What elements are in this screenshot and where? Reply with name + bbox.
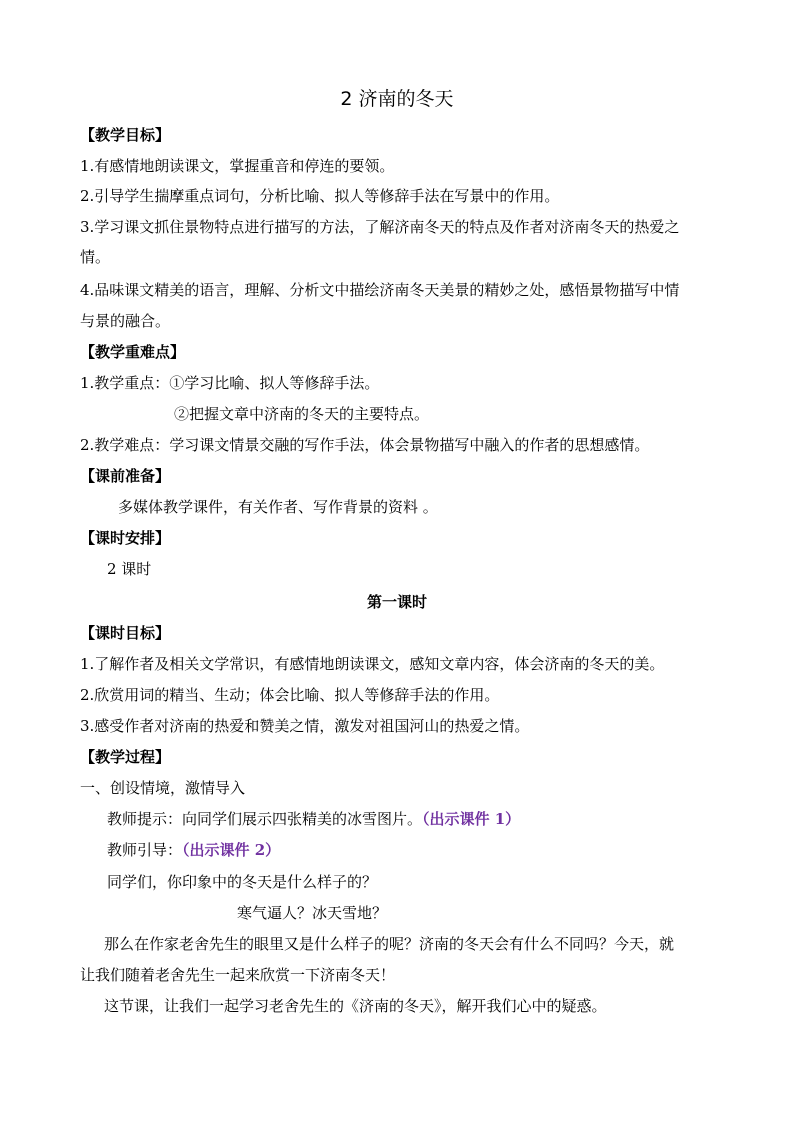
goal-item: 2.引导学生揣摩重点词句，分析比喻、拟人等修辞手法在写景中的作用。 (80, 187, 560, 205)
lesson-goals-heading: 【课时目标】 (80, 624, 171, 642)
courseware-tag: （出示课件 1） (422, 810, 521, 828)
key-heading: 【教学重难点】 (80, 343, 186, 361)
schedule-heading: 【课时安排】 (80, 529, 171, 547)
goal-item-cont: 情。 (80, 248, 111, 266)
process-heading: 【教学过程】 (80, 748, 171, 766)
paragraph-line: 这节课，让我们一起学习老舍先生的《济南的冬天》，解开我们心中的疑惑。 (104, 997, 607, 1015)
question-line: 同学们，你印象中的冬天是什么样子的？ (107, 873, 378, 891)
key-point: 1.教学重点：①学习比喻、拟人等修辞手法。 (80, 374, 380, 392)
lesson-goal-item: 3.感受作者对济南的热爱和赞美之情，激发对祖国河山的热爱之情。 (80, 717, 530, 735)
teacher-hint-text: 教师提示：向同学们展示四张精美的冰雪图片。 (107, 810, 423, 828)
teacher-guide-text: 教师引导： (107, 841, 183, 859)
prep-text: 多媒体教学课件，有关作者、写作背景的资料 。 (118, 498, 438, 516)
prep-heading: 【课前准备】 (80, 467, 171, 485)
key-point: 2.教学难点：学习课文情景交融的写作手法，体会景物描写中融入的作者的思想感情。 (80, 436, 650, 454)
lesson-goal-item: 2.欣赏用词的精当、生动；体会比喻、拟人等修辞手法的作用。 (80, 686, 500, 704)
goals-heading: 【教学目标】 (80, 126, 171, 144)
courseware-tag: （出示课件 2） (182, 841, 281, 859)
lesson-goal-item: 1.了解作者及相关文学常识，有感情地朗读课文，感知文章内容，体会济南的冬天的美。 (80, 655, 665, 673)
question-line: 寒气逼人？冰天雪地？ (237, 904, 388, 922)
goal-item: 1.有感情地朗读课文，掌握重音和停连的要领。 (80, 157, 395, 175)
page-title: 2 济南的冬天 (340, 88, 454, 110)
goal-item: 3.学习课文抓住景物特点进行描写的方法，了解济南冬天的特点及作者对济南冬天的热爱之 (80, 218, 680, 236)
paragraph-line: 让我们随着老舍先生一起来欣赏一下济南冬天！ (80, 966, 396, 984)
teacher-hint (107, 809, 520, 829)
lesson-title: 第一课时 (366, 593, 427, 611)
teacher-guide (107, 840, 280, 860)
paragraph-line: 那么在作家老舍先生的眼里又是什么样子的呢？济南的冬天会有什么不同吗？今天，就 (104, 935, 675, 953)
key-point-sub: ②把握文章中济南的冬天的主要特点。 (174, 405, 430, 423)
schedule-text: 2 课时 (107, 560, 152, 578)
process-step: 一、创设情境，激情导入 (80, 779, 246, 797)
goal-item-cont: 与景的融合。 (80, 312, 171, 330)
goal-item: 4.品味课文精美的语言，理解、分析文中描绘济南冬天美景的精妙之处，感悟景物描写中情 (80, 281, 680, 299)
